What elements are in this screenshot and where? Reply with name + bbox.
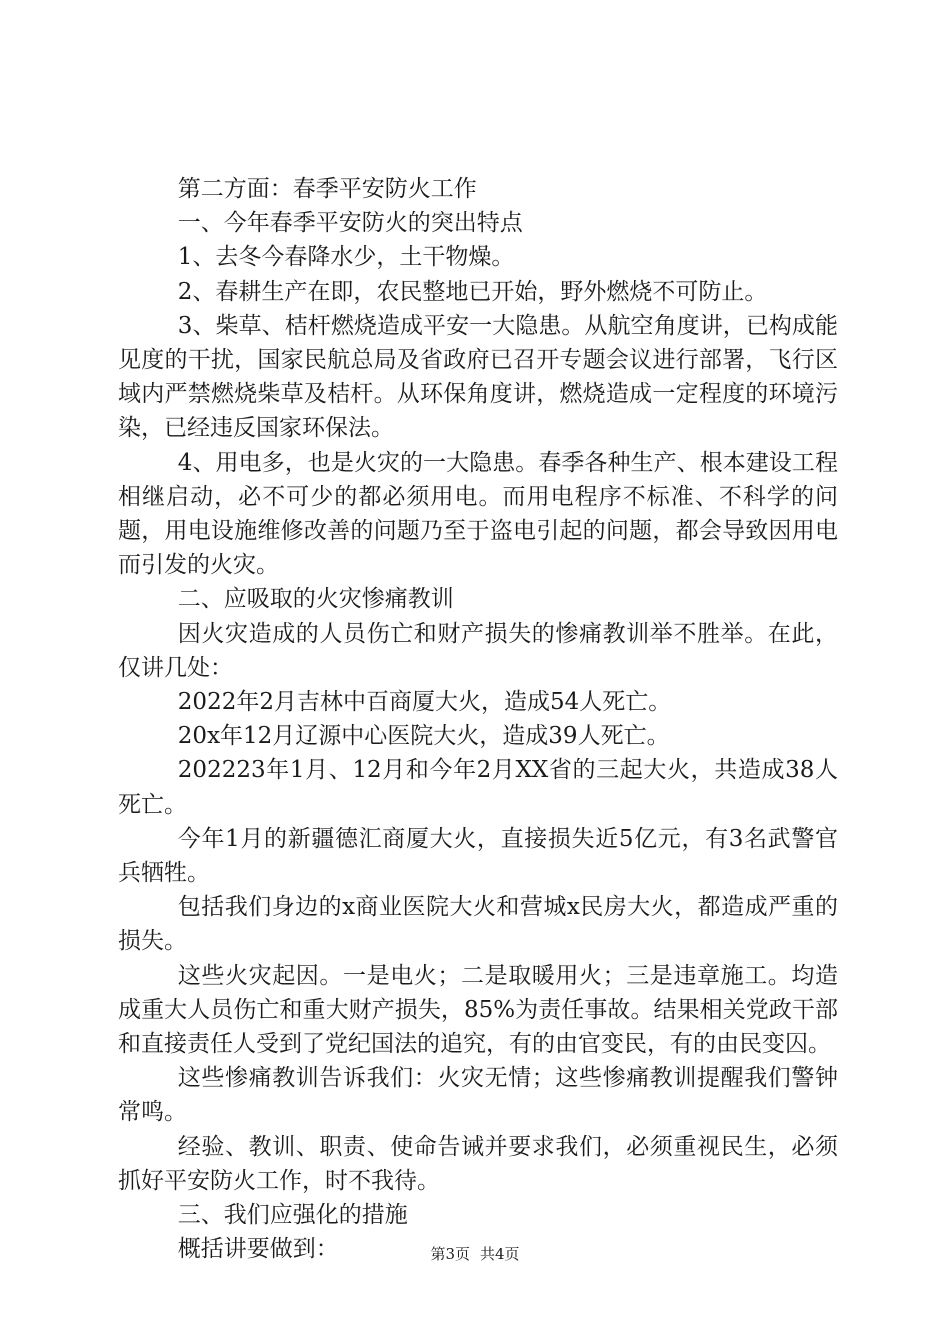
list-item: 1、去冬今春降水少，土干物燥。 — [177, 244, 515, 271]
section-heading: 第二方面：春季平安防火工作 — [177, 176, 477, 202]
body-paragraph: 这些火灾起因。一是电火；二是取暖用火；三是违章施工。均造成重大人员伤亡和重大财产损失，85%为责任事故。结果相关党政干部和直接责任人受到了党纪国法的追究，有的由官变民，有的由民变囚。 — [118, 962, 838, 1058]
body-paragraph: 202223年1月、12月和今年2月XX省的三起大火，共造成38人死亡。 — [118, 757, 838, 818]
list-item: 3、柴草、桔杆燃烧造成平安一大隐患。从航空角度讲，已构成能见度的干扰，国家民航总局及省政府已召开专题会议进行部署，飞行区域内严禁燃烧柴草及桔杆。从环保角度讲，燃烧造成一定程度的环境污染，已经违反国家环保法。 — [118, 312, 838, 442]
document-body — [118, 172, 838, 1267]
subsection-heading: 三、我们应强化的措施 — [177, 1202, 408, 1229]
body-paragraph: 经验、教训、职责、使命告诫并要求我们，必须重视民生，必须抓好平安防火工作，时不我待。 — [118, 1133, 838, 1194]
body-paragraph: 概括讲要做到： — [177, 1236, 339, 1263]
body-paragraph: 因火灾造成的人员伤亡和财产损失的惨痛教训举不胜举。在此，仅讲几处： — [118, 620, 838, 681]
page-footer — [0, 1243, 950, 1264]
body-paragraph: 这些惨痛教训告诉我们：火灾无情；这些惨痛教训提醒我们警钟常鸣。 — [118, 1065, 838, 1126]
subsection-heading: 一、今年春季平安防火的突出特点 — [177, 210, 523, 237]
body-paragraph: 今年1月的新疆德汇商厦大火，直接损失近5亿元，有3名武警官兵牺牲。 — [118, 825, 838, 887]
body-paragraph: 包括我们身边的x商业医院大火和营城x民房大火，都造成严重的损失。 — [118, 894, 838, 955]
list-item: 2、春耕生产在即，农民整地已开始，野外燃烧不可防止。 — [177, 278, 768, 305]
list-item: 4、用电多，也是火灾的一大隐患。春季各种生产、根本建设工程相继启动，必不可少的都必须用电。而用电程序不标准、不科学的问题，用电设施维修改善的问题乃至于盗电引起的问题，都会导致因用电而引发的火灾。 — [118, 449, 838, 579]
body-paragraph: 2022年2月吉林中百商厦大火，造成54人死亡。 — [177, 689, 672, 716]
body-paragraph: 20x年12月辽源中心医院大火，造成39人死亡。 — [177, 723, 670, 750]
page-total: 共4页 — [480, 1245, 520, 1263]
page-number: 第3页 — [430, 1245, 470, 1263]
subsection-heading: 二、应吸取的火灾惨痛教训 — [177, 586, 454, 613]
